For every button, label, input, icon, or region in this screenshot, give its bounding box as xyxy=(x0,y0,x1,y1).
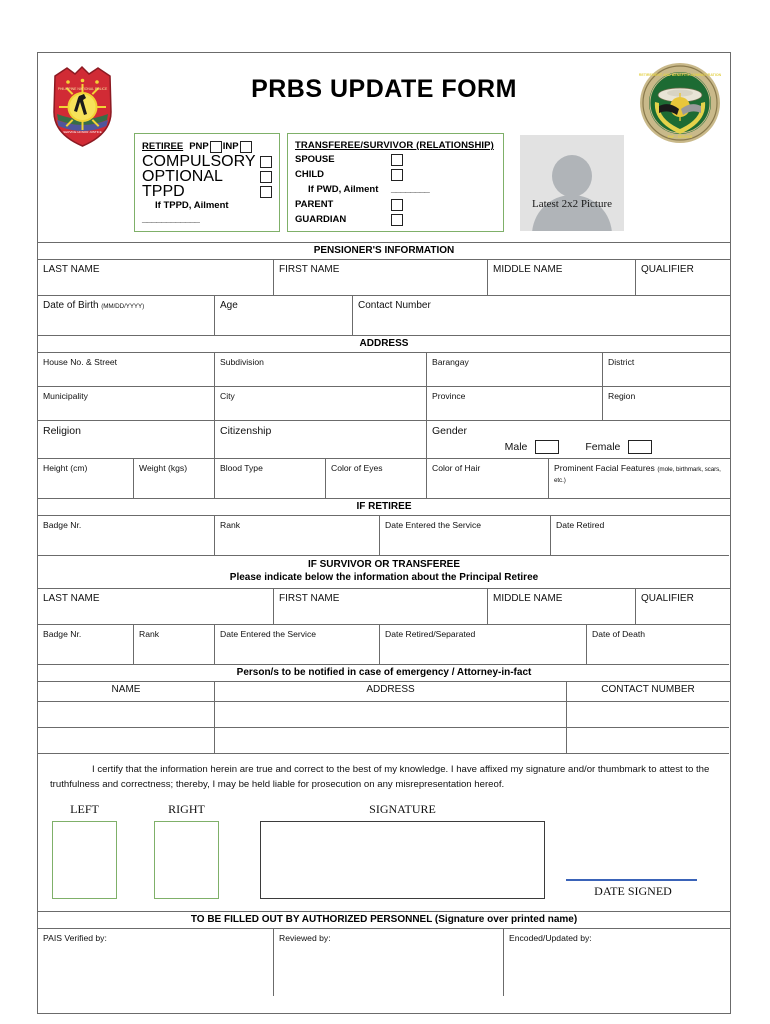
checkbox-tppd[interactable] xyxy=(260,186,272,198)
emergency-header-name: NAME xyxy=(38,682,215,702)
band-pensioner-information: PENSIONER'S INFORMATION xyxy=(38,243,730,260)
field-province[interactable]: Province xyxy=(427,387,603,421)
pensioner-name-row xyxy=(38,260,730,296)
facial-features-label: Prominent Facial Features xyxy=(554,463,655,473)
prbs-seal-icon xyxy=(639,62,721,144)
emergency-row-2-address[interactable] xyxy=(215,728,567,754)
checkbox-female[interactable] xyxy=(628,440,652,454)
field-barangay[interactable]: Barangay xyxy=(427,353,603,387)
emergency-row-2-name[interactable] xyxy=(38,728,215,754)
emergency-header-address: ADDRESS xyxy=(215,682,567,702)
left-thumbprint-box[interactable] xyxy=(52,821,117,899)
field-region[interactable]: Region xyxy=(603,387,730,421)
checkbox-optional[interactable] xyxy=(260,171,272,183)
field-subdivision[interactable]: Subdivision xyxy=(215,353,427,387)
gender-female-label: Female xyxy=(585,441,621,453)
field-prominent-facial-features[interactable] xyxy=(549,459,730,499)
field-retiree-date-retired[interactable]: Date Retired xyxy=(551,516,729,556)
band-address: ADDRESS xyxy=(38,336,730,353)
date-signed-label: DATE SIGNED xyxy=(594,884,672,898)
field-age[interactable]: Age xyxy=(215,296,353,336)
band-emergency-contacts: Person/s to be notified in case of emergency / Attorney-in-fact xyxy=(38,665,730,682)
checkbox-male[interactable] xyxy=(535,440,559,454)
field-height[interactable]: Height (cm) xyxy=(38,459,134,499)
emergency-row-1-address[interactable] xyxy=(215,702,567,728)
facial-features-note: (mole, birthmark, scars, etc.) xyxy=(554,466,721,484)
checkbox-inp[interactable] xyxy=(240,141,252,153)
avatar-head-icon xyxy=(552,155,592,197)
checkbox-guardian[interactable] xyxy=(391,214,403,226)
inp-label: INP xyxy=(222,141,239,152)
retiree-panel-title: RETIREE xyxy=(142,141,184,152)
field-religion[interactable]: Religion xyxy=(38,421,215,459)
photo-placeholder[interactable] xyxy=(520,135,624,231)
field-city[interactable]: City xyxy=(215,387,427,421)
date-signed-line[interactable] xyxy=(566,879,697,881)
survivor-service-row xyxy=(38,625,730,665)
transferee-option-label-guardian: GUARDIAN xyxy=(295,214,347,225)
svg-text:PHILIPPINE NATIONAL POLICE: PHILIPPINE NATIONAL POLICE xyxy=(57,87,108,91)
emergency-row-2-contact[interactable] xyxy=(567,728,729,754)
field-principal-date-entered[interactable]: Date Entered the Service xyxy=(215,625,380,665)
transferee-panel-title: TRANSFEREE/SURVIVOR (RELATIONSHIP) xyxy=(295,140,494,151)
retiree-option-label-compulsory: COMPULSORY xyxy=(142,153,256,170)
signature-box[interactable] xyxy=(260,821,545,899)
form-header xyxy=(38,53,730,243)
pwd-ailment-input[interactable]: ________ xyxy=(391,184,430,195)
field-principal-badge-nr[interactable]: Badge Nr. xyxy=(38,625,134,665)
checkbox-spouse[interactable] xyxy=(391,154,403,166)
emergency-row-1-contact[interactable] xyxy=(567,702,729,728)
field-date-of-birth[interactable] xyxy=(38,296,215,336)
retiree-option-label-tppd: TPPD xyxy=(142,183,185,200)
field-blood-type[interactable]: Blood Type xyxy=(215,459,326,499)
field-first-name[interactable]: FIRST NAME xyxy=(274,260,488,296)
field-principal-middle-name[interactable]: MIDDLE NAME xyxy=(488,589,636,625)
table-row xyxy=(38,728,730,754)
survivor-band-subtitle: Please indicate below the information about the Principal Retiree xyxy=(229,572,539,583)
transferee-option-label-parent: PARENT xyxy=(295,199,334,210)
checkbox-pnp[interactable] xyxy=(210,141,222,153)
address-row-3 xyxy=(38,421,730,459)
photo-caption: Latest 2x2 Picture xyxy=(531,198,613,210)
date-of-birth-format: (MM/DD/YYYY) xyxy=(101,303,145,310)
field-weight[interactable]: Weight (kgs) xyxy=(134,459,215,499)
address-row-2 xyxy=(38,387,730,421)
svg-text:RETIREMENT AND BENEFITS ADMINI: RETIREMENT AND BENEFITS ADMINISTRATION xyxy=(639,73,721,77)
field-qualifier[interactable]: QUALIFIER xyxy=(636,260,730,296)
band-authorized-personnel: TO BE FILLED OUT BY AUTHORIZED PERSONNEL (Signature over printed name) xyxy=(38,912,730,929)
emergency-header-row xyxy=(38,682,730,702)
field-principal-date-of-death[interactable]: Date of Death xyxy=(587,625,729,665)
address-row-1 xyxy=(38,353,730,387)
survivor-name-row xyxy=(38,589,730,625)
checkbox-child[interactable] xyxy=(391,169,403,181)
gender-male-label: Male xyxy=(504,441,528,453)
svg-text:PNP • SERVICE: PNP • SERVICE xyxy=(667,135,693,139)
signature-section xyxy=(38,794,730,912)
survivor-band-title: IF SURVIVOR OR TRANSFEREE xyxy=(307,559,461,570)
date-of-birth-label: Date of Birth xyxy=(43,300,99,311)
field-house-no-street[interactable]: House No. & Street xyxy=(38,353,215,387)
certification-text: I certify that the information herein are true and correct to the best of my knowledge. I have affixed my signature and/or thumbmark to attest to the truthfulness and correctness; thereby, I may be held liable for prosecution on any misrepresentation hereof. xyxy=(50,764,710,790)
field-municipality[interactable]: Municipality xyxy=(38,387,215,421)
field-principal-qualifier[interactable]: QUALIFIER xyxy=(636,589,730,625)
prbs-update-form xyxy=(37,52,731,1014)
emergency-header-contact-number: CONTACT NUMBER xyxy=(567,682,729,702)
field-principal-rank[interactable]: Rank xyxy=(134,625,215,665)
pwd-ailment-label: If PWD, Ailment xyxy=(308,184,379,195)
field-last-name[interactable]: LAST NAME xyxy=(38,260,274,296)
field-encoded-updated-by[interactable]: Encoded/Updated by: xyxy=(509,933,592,943)
transferee-survivor-panel xyxy=(287,133,504,232)
tppd-ailment-input[interactable]: ____________ xyxy=(142,214,200,225)
checkbox-compulsory[interactable] xyxy=(260,156,272,168)
field-retiree-badge-nr[interactable]: Badge Nr. xyxy=(38,516,215,556)
signature-label: SIGNATURE xyxy=(369,802,436,816)
certification-statement xyxy=(38,754,730,794)
field-color-of-eyes[interactable]: Color of Eyes xyxy=(326,459,427,499)
field-retiree-date-entered[interactable]: Date Entered the Service xyxy=(380,516,551,556)
field-contact-number[interactable]: Contact Number xyxy=(353,296,730,336)
field-middle-name[interactable]: MIDDLE NAME xyxy=(488,260,636,296)
transferee-option-label-child: CHILD xyxy=(295,169,325,180)
right-thumbprint-label: RIGHT xyxy=(168,802,205,816)
field-principal-first-name[interactable]: FIRST NAME xyxy=(274,589,488,625)
left-thumbprint-label: LEFT xyxy=(70,802,99,816)
retiree-service-row xyxy=(38,516,730,556)
gender-label: Gender xyxy=(432,425,468,437)
pnp-label: PNP xyxy=(189,141,209,152)
retiree-option-label-optional: OPTIONAL xyxy=(142,168,223,185)
svg-text:SERVICE HONOR JUSTICE: SERVICE HONOR JUSTICE xyxy=(63,130,102,134)
emergency-row-1-name[interactable] xyxy=(38,702,215,728)
pensioner-dob-row xyxy=(38,296,730,336)
physical-attributes-row xyxy=(38,459,730,499)
band-if-survivor-transferee xyxy=(38,556,730,589)
band-if-retiree: IF RETIREE xyxy=(38,499,730,516)
field-color-of-hair[interactable]: Color of Hair xyxy=(427,459,549,499)
tppd-ailment-label: If TPPD, Ailment xyxy=(155,200,229,211)
right-thumbprint-box[interactable] xyxy=(154,821,219,899)
field-gender xyxy=(427,421,730,459)
checkbox-parent[interactable] xyxy=(391,199,403,211)
retiree-option-panel xyxy=(134,133,280,232)
field-principal-last-name[interactable]: LAST NAME xyxy=(38,589,274,625)
field-retiree-rank[interactable]: Rank xyxy=(215,516,380,556)
page-title: PRBS UPDATE FORM xyxy=(251,75,517,103)
table-row xyxy=(38,702,730,728)
transferee-option-label-spouse: SPOUSE xyxy=(295,154,335,165)
field-pais-verified-by[interactable]: PAIS Verified by: xyxy=(38,929,274,996)
field-principal-date-retired-separated[interactable]: Date Retired/Separated xyxy=(380,625,587,665)
field-citizenship[interactable]: Citizenship xyxy=(215,421,427,459)
field-district[interactable]: District xyxy=(603,353,730,387)
field-reviewed-by[interactable]: Reviewed by: xyxy=(274,929,504,996)
authorized-personnel-row xyxy=(38,929,730,996)
